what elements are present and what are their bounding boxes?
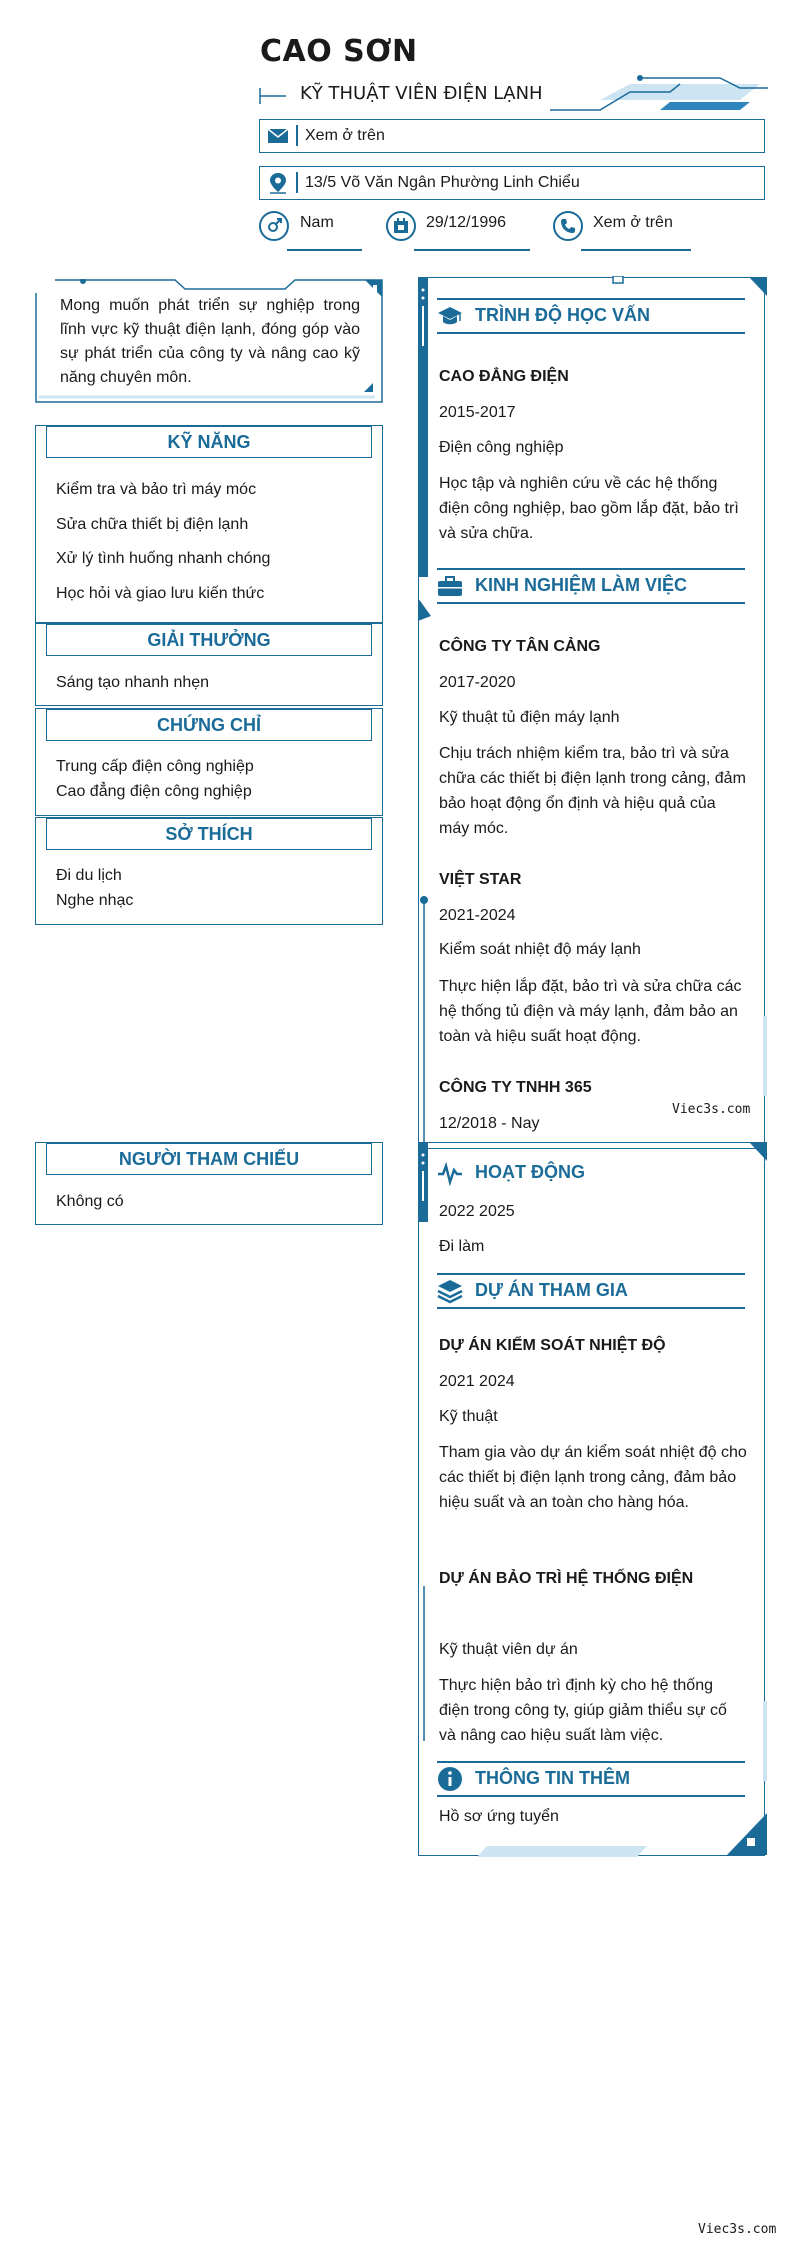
education-description: Học tập và nghiên cứu về các hệ thống điện công nghiệp, bao gồm lắp đặt, bảo trì và sửa chữa. [439, 475, 739, 542]
right-panel-page1 [418, 277, 765, 1149]
skill-item: Sửa chữa thiết bị điện lạnh [56, 516, 249, 533]
awards-heading: GIẢI THƯỞNG [46, 624, 372, 656]
job-period: 2021-2024 [439, 907, 516, 924]
watermark: Viec3s.com [672, 1102, 751, 1117]
activities-heading [437, 1155, 745, 1189]
certificates-heading: CHỨNG CHỈ [46, 709, 372, 741]
more-info-title: THÔNG TIN THÊM [475, 1768, 630, 1788]
birthday-value: 29/12/1996 [426, 214, 507, 231]
activities-period: 2022 2025 [439, 1203, 515, 1220]
education-title: TRÌNH ĐỘ HỌC VẤN [475, 305, 650, 325]
hobbies-heading: SỞ THÍCH [46, 818, 372, 850]
job-period: 12/2018 - Nay [439, 1115, 540, 1132]
references-heading: NGƯỜI THAM CHIẾU [46, 1143, 372, 1175]
skill-item: Xử lý tình huống nhanh chóng [56, 550, 271, 567]
education-heading [437, 298, 745, 332]
gender-icon [259, 211, 289, 241]
projects-heading [437, 1273, 745, 1307]
gender-value: Nam [300, 214, 334, 231]
certificate-item: Cao đẳng điện công nghiệp [56, 783, 252, 800]
phone-value: Xem ở trên [593, 214, 673, 231]
project-role: Kỹ thuật [439, 1408, 498, 1425]
calendar-icon [386, 211, 416, 241]
hobbies-box [35, 817, 383, 925]
skills-heading: KỸ NĂNG [46, 426, 372, 458]
more-info-text: Hồ sơ ứng tuyển [439, 1808, 559, 1825]
job-company: CÔNG TY TNHH 365 [439, 1079, 592, 1096]
job-title: KỸ THUẬT VIÊN ĐIỆN LẠNH [300, 83, 543, 104]
job-role: Kỹ thuật tủ điện máy lạnh [439, 709, 620, 726]
email-row [259, 119, 765, 153]
skill-item: Kiểm tra và bảo trì máy móc [56, 481, 257, 498]
job-role: Kiểm soát nhiệt độ máy lạnh [439, 941, 641, 958]
header-decoration [540, 72, 770, 114]
hobby-item: Nghe nhạc [56, 892, 134, 909]
job-period: 2017-2020 [439, 674, 516, 691]
project-description: Thực hiện bảo trì định kỳ cho hệ thống điện trong công ty, giúp giảm thiểu sự cố và nâng cao hiệu suất làm việc. [439, 1677, 727, 1744]
job-company: VIỆT STAR [439, 871, 522, 888]
watermark: Viec3s.com [698, 2222, 777, 2237]
education-major: Điện công nghiệp [439, 439, 564, 456]
layers-icon [437, 1278, 463, 1304]
objective-text: Mong muốn phát triển sự nghiệp trong lĩnh vực kỹ thuật điện lạnh, đóng góp vào sự phát triển của công ty và nâng cao kỹ năng chuyên môn. [60, 297, 360, 386]
briefcase-icon [437, 573, 463, 599]
references-box [35, 1142, 383, 1225]
project-name: DỰ ÁN KIỂM SOÁT NHIỆT ĐỘ [439, 1337, 666, 1354]
project-name: DỰ ÁN BẢO TRÌ HỆ THỐNG ĐIỆN [439, 1570, 694, 1587]
title-line-icon [258, 86, 288, 106]
award-item: Sáng tạo nhanh nhẹn [56, 674, 210, 691]
skills-box [35, 425, 383, 623]
projects-title: DỰ ÁN THAM GIA [475, 1280, 628, 1300]
job-description: Thực hiện lắp đặt, bảo trì và sửa chữa các hệ thống tủ điện và máy lạnh, đảm bảo an toàn và hiệu suất hoạt động. [439, 978, 742, 1045]
certificate-item: Trung cấp điện công nghiệp [56, 758, 254, 775]
mail-icon [260, 120, 296, 151]
phone-icon [553, 211, 583, 241]
activities-role: Đi làm [439, 1238, 485, 1255]
job-description: Chịu trách nhiệm kiểm tra, bảo trì và sửa chữa các thiết bị điện lạnh trong cảng, đảm bảo hoạt động ổn định và hiệu quả của máy móc. [439, 745, 746, 837]
more-info-heading [437, 1761, 745, 1795]
skill-item: Học hỏi và giao lưu kiến thức [56, 585, 265, 602]
certificates-box [35, 708, 383, 816]
address-row [259, 166, 765, 200]
project-period: 2021 2024 [439, 1373, 515, 1390]
graduation-cap-icon [437, 303, 463, 329]
activities-title: HOẠT ĐỘNG [475, 1162, 585, 1182]
experience-title: KINH NGHIỆM LÀM VIỆC [475, 575, 688, 595]
reference-item: Không có [56, 1193, 124, 1210]
right-panel-page2 [418, 1142, 765, 1856]
info-icon [437, 1766, 463, 1792]
education-school: CAO ĐẲNG ĐIỆN [439, 368, 569, 385]
location-pin-icon [260, 167, 296, 198]
candidate-name: CAO SƠN [260, 34, 418, 69]
project-role: Kỹ thuật viên dự án [439, 1641, 578, 1658]
email-value: Xem ở trên [305, 127, 385, 144]
experience-heading [437, 568, 745, 602]
pulse-icon [437, 1160, 463, 1186]
job-company: CÔNG TY TÂN CẢNG [439, 638, 601, 655]
project-description: Tham gia vào dự án kiểm soát nhiệt độ cho các thiết bị điện lạnh trong cảng, đảm bảo hiệu suất và an toàn cho hàng hóa. [439, 1444, 747, 1511]
education-period: 2015-2017 [439, 404, 516, 421]
objective-box [35, 279, 383, 403]
address-value: 13/5 Võ Văn Ngân Phường Linh Chiểu [305, 174, 580, 191]
hobby-item: Đi du lịch [56, 867, 122, 884]
awards-box [35, 623, 383, 706]
